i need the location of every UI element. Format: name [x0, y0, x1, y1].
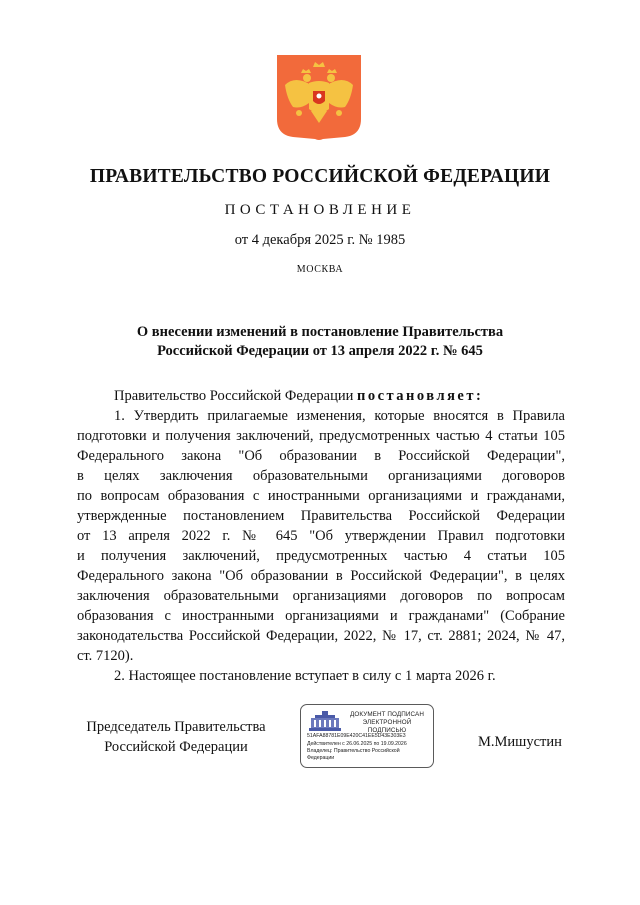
document-date-number: от 4 декабря 2025 г. № 1985: [234, 232, 406, 248]
subject-line: О внесении изменений в постановление Правительства: [136, 324, 504, 340]
document-subject: [0, 323, 640, 361]
document-body: [77, 386, 565, 686]
stamp-title: [343, 711, 431, 735]
document-city: МОСКВА: [296, 264, 344, 275]
signer-position-line: Председатель Правительства: [86, 719, 266, 735]
document-type: ПОСТАНОВЛЕНИЕ: [224, 202, 416, 218]
intro-verb: постановляет:: [356, 388, 484, 404]
stamp-validity: Действителен с 26.06.2025 по 19.09.2026: [307, 741, 407, 747]
stamp-owner-line: Владелец: Правительство Российской: [307, 748, 400, 754]
signer-position: [76, 717, 276, 757]
paragraph-line: образования с иностранными организациями и гражданами" (Собрание: [77, 608, 565, 624]
paragraph-line: в целях заключения образовательными организациями договоров: [77, 468, 565, 484]
signer-position-line: Российской Федерации: [104, 739, 248, 755]
paragraph-line: от 13 апреля 2022 г. № 645 "Об утверждении Правил подготовки: [77, 528, 565, 544]
stamp-certificate: 51AFA88781E09E420C41EE5D43E303E3: [307, 733, 406, 739]
stamp-owner-line: Федерации: [307, 755, 335, 761]
coat-of-arms-emblem: [277, 55, 361, 141]
electronic-signature-stamp: [300, 704, 434, 768]
paragraph-line: законодательства Российской Федерации, 2022, № 17, ст. 2881; 2024, № 47,: [77, 628, 565, 644]
paragraph-line: Федерального закона "Об образовании в Российской Федерации",: [77, 448, 565, 464]
subject-line: Российской Федерации от 13 апреля 2022 г. № 645: [157, 343, 483, 359]
paragraph-line: 1. Утвердить прилагаемые изменения, которые вносятся в Правила: [114, 408, 565, 424]
government-building-icon: [307, 710, 343, 732]
paragraph-line: утвержденные постановлением Правительства Российской Федерации: [77, 508, 565, 524]
paragraph-line: подготовки и получения заключений, предусмотренных частью 4 статьи 105: [77, 428, 565, 444]
paragraph-line: и получения заключений, предусмотренных частью 4 статьи 105: [77, 548, 565, 564]
paragraph-line: ст. 7120).: [77, 648, 134, 664]
intro-line: [77, 386, 565, 406]
intro-text: Правительство Российской Федерации: [114, 388, 354, 404]
stamp-title-line: ЭЛЕКТРОННОЙ ПОДПИСЬЮ: [362, 719, 412, 734]
paragraph-line: по вопросам образования с иностранными организациями и гражданами,: [77, 488, 565, 504]
signer-name: М.Мишустин: [478, 734, 562, 750]
paragraph-2: 2. Настоящее постановление вступает в силу с 1 марта 2026 г.: [114, 668, 496, 684]
stamp-title-line: ДОКУМЕНТ ПОДПИСАН: [350, 711, 424, 718]
government-title: ПРАВИТЕЛЬСТВО РОССИЙСКОЙ ФЕДЕРАЦИИ: [89, 166, 551, 187]
paragraph-line: Федерального закона "Об образовании в Российской Федерации", в целях: [77, 568, 565, 584]
paragraph-line: заключения образовательными организациями договоров по вопросам: [77, 588, 565, 604]
